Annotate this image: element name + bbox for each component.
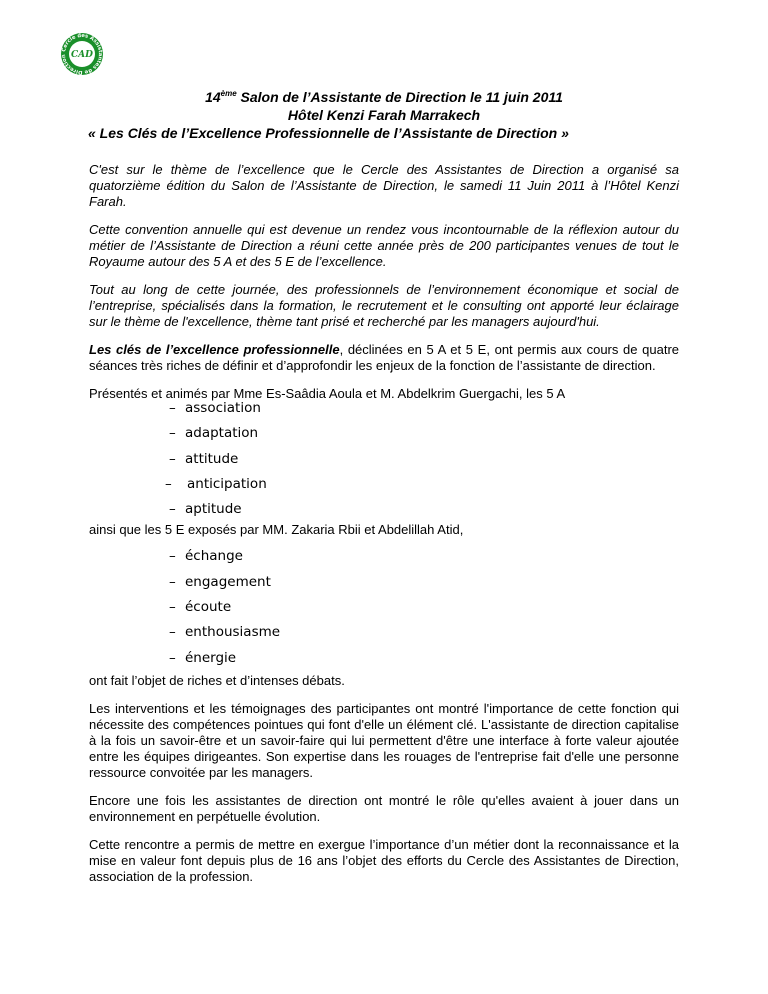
keys-rest: , déclinées en 5 A et 5 E, ont permis aux cours de quatre séances très riches de définir et d’approfondir les enjeux de la fonction de l’assistante de direction. bbox=[89, 342, 679, 373]
list-item bbox=[89, 620, 679, 645]
list-item bbox=[89, 595, 679, 620]
header-edition-number: 14 bbox=[205, 89, 221, 105]
keys-emphasis: Les clés de l’excellence professionnelle bbox=[89, 342, 340, 357]
list-item-label: échange bbox=[185, 548, 243, 565]
dash-bullet: – bbox=[169, 501, 176, 518]
paragraph-keys bbox=[89, 342, 679, 374]
header-line-2: Hôtel Kenzi Farah Marrakech bbox=[287, 107, 481, 123]
paragraph-5a-intro: Présentés et animés par Mme Es-Saâdia Aoula et M. Abdelkrim Guergachi, les 5 A bbox=[89, 386, 566, 401]
header-edition-suffix: ème bbox=[220, 89, 237, 98]
dash-bullet: – bbox=[169, 624, 176, 641]
list-item-label: attitude bbox=[185, 450, 239, 467]
header-event-title: Salon de l’Assistante de Direction le 11 juin 2011 bbox=[236, 89, 563, 105]
dash-bullet: – bbox=[169, 649, 176, 666]
list-item-label: association bbox=[185, 400, 261, 416]
list-item-label: engagement bbox=[185, 573, 271, 590]
list-item-label: anticipation bbox=[187, 475, 267, 492]
paragraph-evolution: Encore une fois les assistantes de direction ont montré le rôle qu'elles avaient à jouer dans un environnement en perpétuelle évolution. bbox=[89, 792, 679, 824]
cad-logo-seal bbox=[56, 33, 108, 75]
list-item bbox=[89, 497, 679, 522]
dash-bullet: – bbox=[165, 475, 172, 492]
list-5e bbox=[89, 544, 679, 670]
list-item-label: aptitude bbox=[185, 501, 242, 518]
list-item-label: enthousiasme bbox=[185, 624, 281, 641]
dash-bullet: – bbox=[169, 425, 176, 442]
dash-bullet: – bbox=[169, 450, 176, 467]
dash-bullet: – bbox=[169, 548, 176, 565]
document-header bbox=[0, 85, 768, 142]
logo-ring-text: Cercle des Assistantes de Direction bbox=[60, 33, 104, 75]
paragraph-convention: Cette convention annuelle qui est devenue un rendez vous incontournable de la réflexion autour du métier de l’Assistante de Direction a réuni cette année près de 200 participantes venues de tout le Royaume autour des 5 A et des 5 E de l’excellence. bbox=[89, 222, 679, 269]
paragraph-professionals: Tout au long de cette journée, des professionnels de l’environnement économique et social de l’entreprise, spécialisés dans la formation, le recrutement et le consulting ont apporté leur éclairage sur le thème de l'excellence, thème tant prisé et recherché par les managers aujourd'hui. bbox=[89, 282, 679, 329]
list-item bbox=[89, 646, 679, 671]
cad-logo bbox=[56, 33, 108, 75]
paragraph-testimonies: Les interventions et les témoignages des participantes ont montré l'importance de cette fonction qui nécessite des compétences pointues qui font d'elle un élément clé. L'assistante de direction capitalise à la fois un savoir-être et un savoir-faire qui lui permettent d'être une interface à forte valeur ajoutée entre les équipes dirigeantes. Son expertise dans les rouages de l'entreprise fait d'elle une personne ressource convoitée par les managers. bbox=[89, 700, 679, 780]
list-item bbox=[89, 421, 679, 446]
list-item-label: écoute bbox=[185, 599, 232, 616]
header-line-3: « Les Clés de l’Excellence Professionnelle de l’Assistante de Direction » bbox=[88, 125, 569, 141]
paragraph-conclusion: Cette rencontre a permis de mettre en exergue l’importance d’un métier dont la reconnaissance et la mise en valeur font depuis plus de 16 ans l’objet des efforts du Cercle des Assistantes de Direction, association de la profession. bbox=[89, 836, 679, 884]
list-item-label: adaptation bbox=[185, 425, 259, 442]
paragraph-5e-intro: ainsi que les 5 E exposés par MM. Zakaria Rbii et Abdelillah Atid, bbox=[89, 522, 464, 538]
document-body bbox=[89, 162, 679, 897]
list-item-label: énergie bbox=[185, 649, 237, 666]
paragraph-intro: C'est sur le thème de l’excellence que le Cercle des Assistantes de Direction a organisé sa quatorzième édition du Salon de l’Assistante de Direction, le samedi 11 Juin 2011 à l’Hôtel Kenzi Farah. bbox=[89, 162, 679, 209]
list-item bbox=[89, 472, 679, 497]
dash-bullet: – bbox=[169, 599, 176, 616]
dash-bullet: – bbox=[169, 400, 176, 416]
paragraph-debates: ont fait l’objet de riches et d’intenses débats. bbox=[89, 672, 345, 688]
logo-monogram: CAD bbox=[71, 50, 93, 60]
dash-bullet: – bbox=[169, 573, 176, 590]
list-item bbox=[89, 570, 679, 595]
list-5a bbox=[89, 396, 679, 522]
list-item bbox=[89, 544, 679, 569]
list-item bbox=[89, 447, 679, 472]
header-line-1 bbox=[0, 85, 768, 106]
